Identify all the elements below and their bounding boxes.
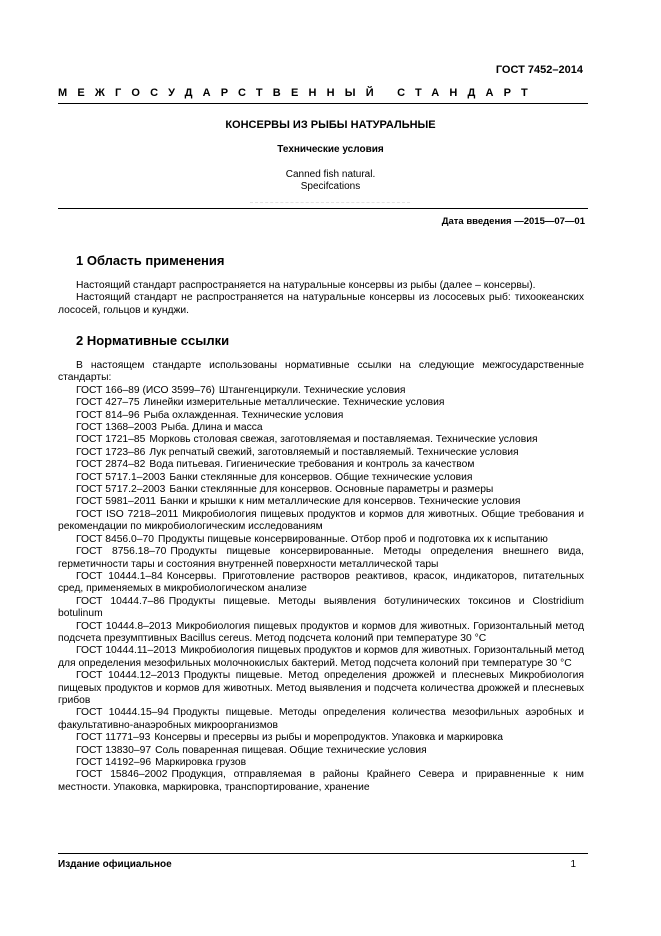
reference-item [58, 509, 584, 534]
references-intro: В настоящем стандарте использованы нормативные ссылки на следующие межгосударственные стандарты: [58, 360, 584, 384]
reference-title: Консервы и пресервы из рыбы и морепродуктов. Упаковка и маркировка [154, 732, 503, 744]
reference-title: Микробиология пищевых продуктов и кормов для животных. Горизонтальный метод для определения мезофильных молочнокислых бактерий. Метод подсчета колоний при температуре 30 °С [58, 645, 584, 669]
reference-item [58, 397, 584, 409]
english-title [0, 169, 661, 193]
reference-title: Продукты пищевые. Методы выявления ботулинических токсинов и Clostridium botulinum [58, 595, 585, 620]
english-title-line-2: Specifcations [300, 181, 361, 192]
reference-title: Банки стеклянные для консервов. Общие технические условия [169, 471, 473, 483]
reference-code: ГОСТ 1723–86 [76, 446, 146, 458]
reference-item [58, 645, 584, 670]
reference-code: ГОСТ 5717.2–2003 [76, 484, 166, 496]
english-title-line-1: Canned fish natural. [285, 169, 376, 180]
reference-item [58, 534, 584, 546]
official-edition-label: Издание официальное [58, 859, 172, 870]
reference-title: Продукты пищевые консервированные. Отбор проб и подготовка их к испытанию [157, 533, 548, 545]
reference-item [58, 422, 584, 434]
reference-title: Продукты пищевые. Методы определения количества мезофильных аэробных и факультативно-анаэробных микроорганизмов [58, 707, 584, 731]
reference-code: ГОСТ 1368–2003 [76, 422, 157, 434]
reference-item [58, 410, 584, 422]
reference-code: ГОСТ 10444.8–2013 [76, 620, 172, 632]
reference-code: ГОСТ 10444.15–94 [76, 707, 169, 719]
reference-item [58, 459, 584, 471]
reference-item [58, 621, 584, 646]
section-references-heading: 2 Нормативные ссылки [76, 333, 230, 348]
reference-item [58, 385, 584, 397]
reference-title: Соль поваренная пищевая. Общие технические условия [155, 744, 427, 756]
reference-code: ГОСТ ISO 7218–2011 [76, 508, 179, 520]
reference-title: Маркировка грузов [155, 757, 247, 768]
reference-item [58, 496, 584, 508]
reference-item [58, 472, 584, 484]
reference-title: Банки и крышки к ним металлические для консервов. Технические условия [160, 496, 521, 508]
title-rule [58, 208, 588, 209]
reference-code: ГОСТ 10444.12–2013 [76, 670, 180, 682]
reference-item [58, 484, 584, 496]
reference-item [58, 571, 584, 596]
section-scope-body [58, 280, 584, 317]
reference-code: ГОСТ 166–89 (ИСО 3599–76) [76, 384, 215, 396]
reference-title: Линейки измерительные металлические. Технические условия [143, 397, 445, 409]
faint-divider [250, 202, 410, 203]
reference-item [58, 732, 584, 744]
section-references-body [58, 360, 584, 794]
reference-code: ГОСТ 814–96 [76, 409, 140, 421]
reference-title: Консервы. Приготовление растворов реактивов, красок, индикаторов, питательных сред, применяемых в микробиологическом анализе [58, 570, 584, 595]
reference-title: Рыба. Длина и масса [160, 422, 263, 434]
reference-code: ГОСТ 2874–82 [76, 459, 146, 471]
reference-item [58, 757, 584, 769]
reference-code: ГОСТ 5717.1–2003 [76, 471, 166, 483]
reference-code: ГОСТ 10444.11–2013 [76, 645, 177, 657]
reference-title: Микробиология пищевых продуктов и кормов для животных. Горизонтальный метод подсчета презумптивных Bacillus cereus. Метод подсчета колоний при температуре 30 °С [58, 620, 584, 644]
reference-title: Рыба охлажденная. Технические условия [143, 409, 344, 421]
gost-number: ГОСТ 7452–2014 [495, 64, 583, 76]
reference-item [58, 434, 584, 446]
reference-code: ГОСТ 5981–2011 [76, 496, 157, 508]
reference-item [58, 447, 584, 459]
reference-code: ГОСТ 15846–2002 [76, 769, 168, 781]
reference-title: Лук репчатый свежий, заготовляемый и поставляемый. Технические условия [149, 446, 519, 458]
reference-code: ГОСТ 14192–96 [76, 757, 152, 768]
reference-title: Продукция, отправляемая в районы Крайнего Севера и приравненные к ним местности. Упаковка, маркировка, транспортирование, хранение [58, 769, 584, 793]
scope-paragraph: Настоящий стандарт распространяется на натуральные консервы из рыбы (далее – консервы). [76, 280, 536, 291]
reference-title: Морковь столовая свежая, заготовляемая и поставляемая. Технические условия [149, 434, 538, 446]
reference-code: ГОСТ 427–75 [76, 397, 140, 409]
reference-title: Продукты пищевые консервированные. Методы определения внешнего вида, герметичности тары и состояния внутренней поверхности металлической тары [58, 546, 584, 570]
reference-title: Продукты пищевые. Метод определения дрожжей и плесневых Микробиология пищевых продуктов и кормов для животных. Метод выявления и подсчета количества дрожжей и плесневых грибов [58, 670, 584, 706]
reference-code: ГОСТ 11771–93 [76, 732, 151, 744]
reference-code: ГОСТ 10444.1–84 [76, 570, 163, 582]
header-rule [58, 103, 588, 104]
reference-title: Банки стеклянные для консервов. Основные параметры и размеры [169, 484, 494, 496]
reference-code: ГОСТ 8756.18–70 [76, 546, 167, 558]
reference-title: Вода питьевая. Гигиенические требования и контроль за качеством [149, 459, 475, 471]
reference-code: ГОСТ 8456.0–70 [76, 533, 154, 545]
interstate-standard-banner: МЕЖГОСУДАРСТВЕННЫЙ СТАНДАРТ [58, 87, 538, 99]
reference-code: ГОСТ 13830–97 [76, 744, 152, 756]
reference-item [58, 596, 584, 621]
reference-title: Штангенциркули. Технические условия [218, 384, 406, 396]
page-number: 1 [570, 859, 576, 870]
reference-code: ГОСТ 1721–85 [76, 434, 146, 446]
scope-paragraph: Настоящий стандарт не распространяется на натуральные консервы из лососевых рыб: тихоокеанских лососей, гольцов и кунджи. [58, 292, 584, 316]
reference-code: ГОСТ 10444.7–86 [76, 595, 165, 607]
section-scope-heading: 1 Область применения [76, 253, 225, 268]
reference-item [58, 546, 584, 571]
document-title: КОНСЕРВЫ ИЗ РЫБЫ НАТУРАЛЬНЫЕ [225, 119, 436, 131]
reference-item [58, 745, 584, 757]
reference-item [58, 707, 584, 732]
document-subtitle: Технические условия [277, 144, 384, 155]
introduction-date: Дата введения —2015—07—01 [441, 216, 585, 227]
reference-item [58, 769, 584, 794]
footer-rule [58, 853, 588, 854]
reference-item [58, 670, 584, 707]
reference-title: Микробиология пищевых продуктов и кормов для животных. Общие требования и рекомендации по микробиологическим исследованиям [58, 508, 584, 533]
